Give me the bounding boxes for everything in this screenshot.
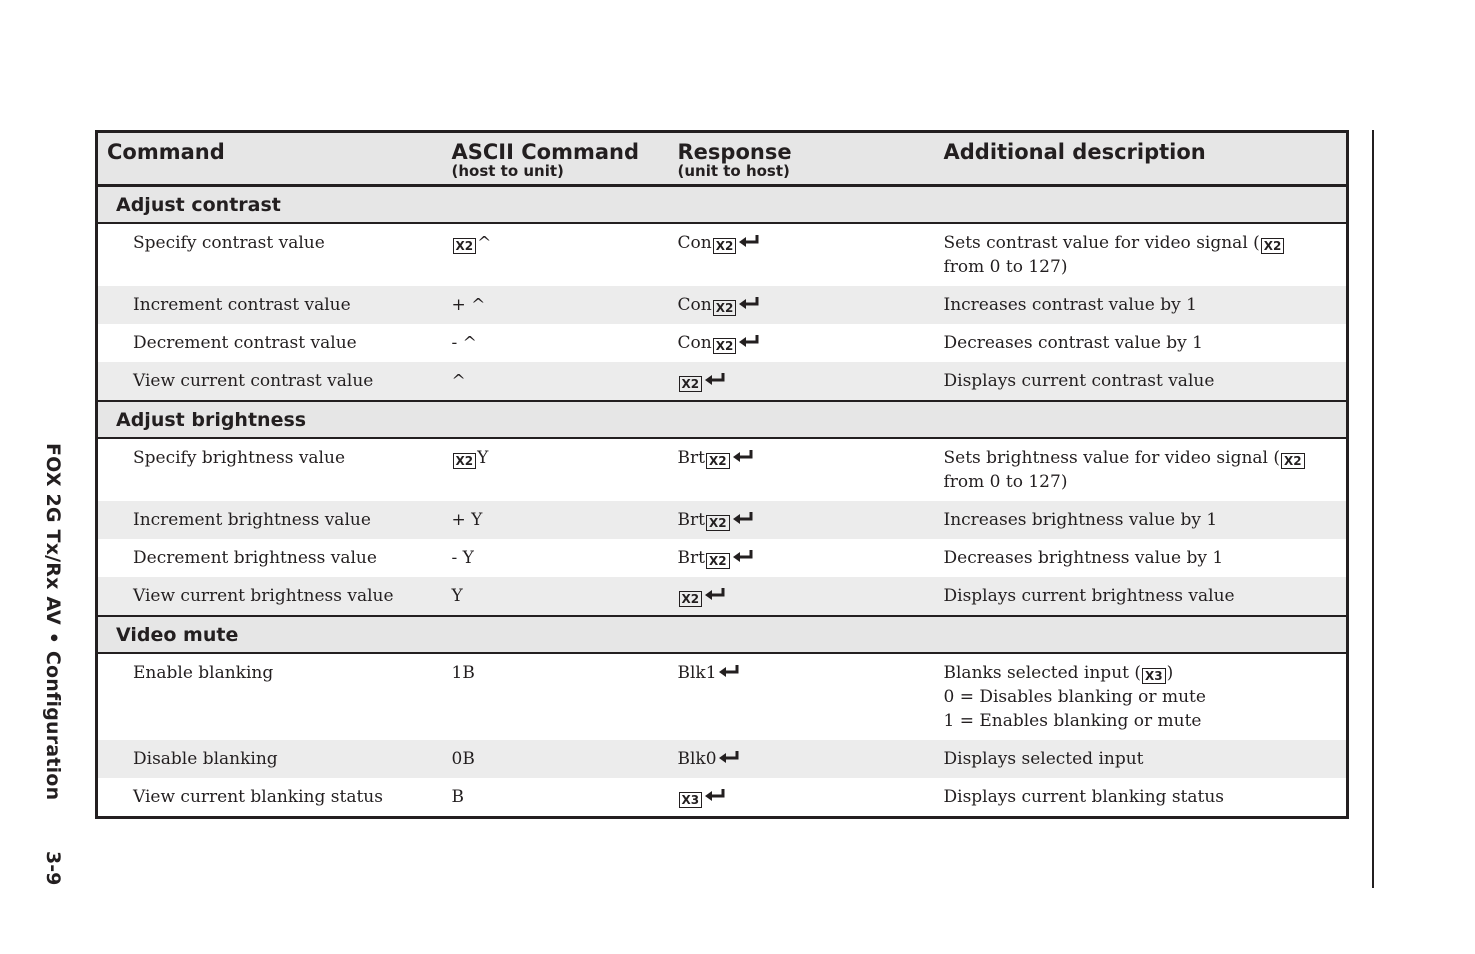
description-text: Sets contrast value for video signal ( [943, 233, 1260, 253]
response-cell [670, 362, 934, 401]
description-line [944, 546, 1347, 570]
command-cell: Disable blanking [97, 740, 442, 778]
description-line: from 0 to 127) [943, 257, 1068, 277]
description-cell [934, 362, 1348, 401]
description-cell [934, 223, 1348, 286]
variable-box: X2 [713, 238, 737, 254]
table-row [97, 501, 1348, 539]
variable-box: X2 [1281, 453, 1305, 469]
variable-box: X2 [679, 591, 703, 607]
section-row [97, 186, 1348, 224]
response-cell [670, 539, 934, 577]
header-response: Response (unit to host) [670, 132, 934, 186]
command-cell: View current contrast value [97, 362, 442, 401]
command-cell: Specify contrast value [133, 233, 325, 253]
table-row [97, 740, 1348, 778]
table-row [97, 577, 1348, 616]
description-line [944, 331, 1347, 355]
description-text: Decreases contrast value by 1 [943, 333, 1203, 353]
description-text: Displays current blanking status [943, 787, 1225, 807]
description-cell [934, 653, 1348, 740]
description-text: Blanks selected input ( [943, 663, 1142, 683]
ascii-text: ^ [451, 371, 466, 391]
return-arrow-icon [732, 449, 754, 463]
command-table [95, 130, 1349, 819]
command-cell: Decrement contrast value [133, 333, 357, 353]
description-line [944, 231, 1347, 255]
description-text: Displays selected input [943, 749, 1144, 769]
ascii-text: Y [477, 448, 489, 468]
section-title: Video mute [97, 616, 1348, 653]
table-row [97, 653, 1348, 740]
response-cell [670, 223, 934, 286]
command-cell: Enable blanking [133, 663, 274, 683]
variable-box: X3 [1142, 668, 1166, 684]
response-cell [670, 778, 934, 818]
variable-box: X2 [453, 238, 477, 254]
return-arrow-icon [704, 788, 726, 802]
command-cell: Increment brightness value [97, 501, 442, 539]
response-cell [670, 438, 934, 501]
section-title: Adjust contrast [97, 186, 1348, 224]
ascii-cell [442, 501, 670, 539]
table-row [97, 438, 1348, 501]
return-arrow-icon [738, 334, 760, 348]
variable-box: X2 [453, 453, 477, 469]
description-text: ) [1166, 663, 1174, 683]
return-arrow-icon [704, 587, 726, 601]
description-line [944, 446, 1347, 470]
variable-box: X2 [1261, 238, 1285, 254]
table-row [97, 778, 1348, 818]
command-cell: View current blanking status [133, 787, 383, 807]
response-text: Con [677, 333, 712, 353]
ascii-text: 1B [451, 663, 475, 683]
description-cell [934, 539, 1348, 577]
description-text: Displays current contrast value [943, 371, 1215, 391]
return-arrow-icon [718, 664, 740, 678]
ascii-cell [442, 539, 670, 577]
return-arrow-icon [732, 511, 754, 525]
variable-box: X2 [713, 338, 737, 354]
ascii-cell [442, 653, 670, 740]
ascii-cell [442, 286, 670, 324]
response-cell [670, 324, 934, 362]
ascii-cell [442, 438, 670, 501]
description-cell [934, 501, 1348, 539]
description-cell [934, 286, 1348, 324]
ascii-cell [442, 577, 670, 616]
ascii-text: - ^ [451, 333, 477, 353]
description-text: Sets brightness value for video signal ( [943, 448, 1281, 468]
description-line [944, 584, 1347, 608]
description-line [944, 369, 1347, 393]
return-arrow-icon [732, 549, 754, 563]
response-cell [670, 501, 934, 539]
description-line [944, 293, 1347, 317]
description-cell [934, 324, 1348, 362]
response-text: Brt [677, 448, 705, 468]
response-text: Blk0 [677, 749, 717, 769]
header-description: Additional description [934, 132, 1348, 186]
response-text: Con [677, 295, 712, 315]
variable-box: X2 [679, 376, 703, 392]
ascii-text: + Y [451, 510, 483, 530]
ascii-text: B [451, 787, 464, 807]
section-row [97, 401, 1348, 438]
response-cell [670, 577, 934, 616]
ascii-cell [442, 223, 670, 286]
ascii-text: + ^ [451, 295, 486, 315]
description-cell [934, 740, 1348, 778]
variable-box: X2 [706, 515, 730, 531]
page-number: 3-9 [42, 851, 64, 886]
table-body [97, 186, 1348, 818]
right-margin-rule [1372, 130, 1374, 888]
description-line [944, 785, 1347, 809]
description-text: Decreases brightness value by 1 [943, 548, 1224, 568]
description-line [944, 747, 1347, 771]
description-text: Increases brightness value by 1 [943, 510, 1218, 530]
header-ascii: ASCII Command (host to unit) [442, 132, 670, 186]
description-cell [934, 438, 1348, 501]
description-cell [934, 778, 1348, 818]
table-row [97, 539, 1348, 577]
return-arrow-icon [738, 234, 760, 248]
description-text: Displays current brightness value [943, 586, 1235, 606]
response-text: Blk1 [677, 663, 717, 683]
description-text: Increases contrast value by 1 [943, 295, 1197, 315]
command-cell: View current brightness value [97, 577, 442, 616]
table-row [97, 324, 1348, 362]
variable-box: X2 [706, 553, 730, 569]
variable-box: X2 [713, 300, 737, 316]
ascii-cell [442, 362, 670, 401]
section-title: Adjust brightness [97, 401, 1348, 438]
ascii-cell [442, 324, 670, 362]
response-text: Brt [677, 548, 705, 568]
variable-box: X3 [679, 792, 703, 808]
ascii-cell [442, 778, 670, 818]
description-line: 1 = Enables blanking or mute [943, 711, 1202, 731]
response-text: Con [677, 233, 712, 253]
command-cell: Specify brightness value [133, 448, 346, 468]
response-cell [670, 286, 934, 324]
ascii-text: 0B [451, 749, 475, 769]
header-command: Command [97, 132, 442, 186]
description-line: 0 = Disables blanking or mute [943, 687, 1206, 707]
response-cell [670, 740, 934, 778]
table-header-row [97, 132, 1348, 186]
command-cell: Increment contrast value [97, 286, 442, 324]
description-line [944, 661, 1347, 685]
section-row [97, 616, 1348, 653]
return-arrow-icon [704, 372, 726, 386]
description-line [944, 508, 1347, 532]
description-cell [934, 577, 1348, 616]
ascii-text: Y [451, 586, 463, 606]
response-cell [670, 653, 934, 740]
ascii-cell [442, 740, 670, 778]
description-line: from 0 to 127) [943, 472, 1068, 492]
return-arrow-icon [718, 750, 740, 764]
table-row [97, 286, 1348, 324]
response-text: Brt [677, 510, 705, 530]
command-cell: Decrement brightness value [133, 548, 377, 568]
return-arrow-icon [738, 296, 760, 310]
table-row [97, 362, 1348, 401]
table-row [97, 223, 1348, 286]
variable-box: X2 [706, 453, 730, 469]
ascii-text: - Y [451, 548, 474, 568]
running-header-title: FOX 2G Tx/Rx AV • Configuration [42, 443, 64, 801]
ascii-text: ^ [477, 233, 492, 253]
